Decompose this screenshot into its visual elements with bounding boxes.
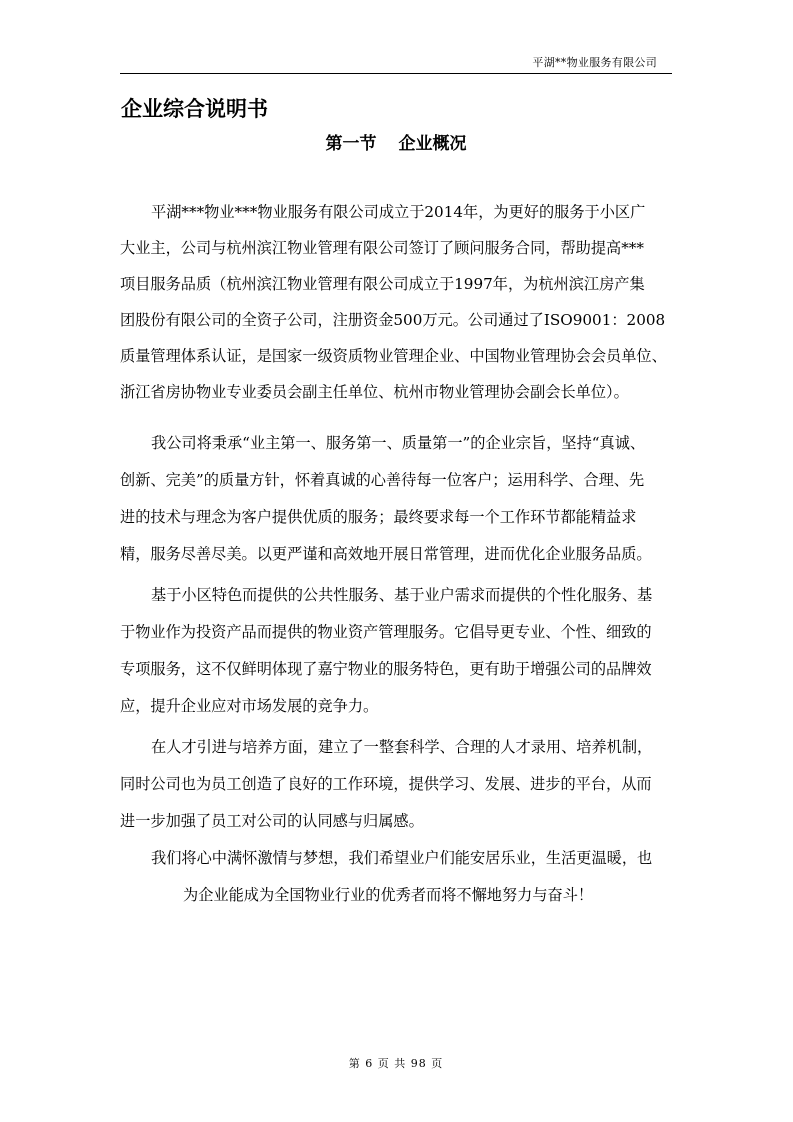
paragraph-5-line-1: 我们将心中满怀激情与梦想，我们希望业户们能安居乐业，生活更温暖，也 <box>151 849 653 867</box>
document-title: 企业综合说明书 <box>121 97 268 121</box>
paragraph-1-line-4: 团股份有限公司的全资子公司，注册资金500万元。公司通过了ISO9001：2008 <box>120 311 666 329</box>
section-number: 第一节 <box>325 134 377 154</box>
paragraph-3-line-2: 于物业作为投资产品而提供的物业资产管理服务。它倡导更专业、个性、细致的 <box>120 623 652 641</box>
paragraph-3-line-3: 专项服务，这不仅鲜明体现了嘉宁物业的服务特色，更有助于增强公司的品牌效 <box>120 660 652 678</box>
section-name: 企业概况 <box>398 134 467 154</box>
paragraph-3-line-1: 基于小区特色而提供的公共性服务、基于业户需求而提供的个性化服务、基 <box>151 586 653 604</box>
paragraph-2-line-3: 进的技术与理念为客户提供优质的服务；最终要求每一个工作环节都能精益求 <box>120 508 637 526</box>
section-title <box>120 133 672 155</box>
header-divider <box>120 73 672 74</box>
paragraph-4-line-1: 在人才引进与培养方面，建立了一整套科学、合理的人才录用、培养机制， <box>151 738 653 756</box>
paragraph-2-line-4: 精，服务尽善尽美。以更严谨和高效地开展日常管理，进而优化企业服务品质。 <box>120 545 652 563</box>
paragraph-3-line-4: 应，提升企业应对市场发展的竞争力。 <box>120 697 379 715</box>
paragraph-4-line-3: 进一步加强了员工对公司的认同感与归属感。 <box>120 812 424 830</box>
paragraph-1-line-6: 浙江省房协物业专业委员会副主任单位、杭州市物业管理协会副会长单位）。 <box>120 383 629 401</box>
paragraph-1-line-2: 大业主，公司与杭州滨江物业管理有限公司签订了顾问服务合同，帮助提高*** <box>120 239 644 257</box>
paragraph-2-line-1: 我公司将秉承“业主第一、服务第一、质量第一”的企业宗旨，坚持“真诚、 <box>151 434 646 452</box>
paragraph-5-line-2: 为企业能成为全国物业行业的优秀者而将不懈地努力与奋斗！ <box>183 886 594 904</box>
paragraph-2-line-2: 创新、完美”的质量方针，怀着真诚的心善待每一位客户；运用科学、合理、先 <box>120 471 645 489</box>
paragraph-1-line-3: 项目服务品质（杭州滨江物业管理有限公司成立于1997年，为杭州滨江房产集 <box>120 275 645 293</box>
page-number: 第 6 页 共 98 页 <box>348 1057 444 1070</box>
header-company-name: 平湖**物业服务有限公司 <box>532 56 657 69</box>
paragraph-4-line-2: 同时公司也为员工创造了良好的工作环境，提供学习、发展、进步的平台，从而 <box>120 775 652 793</box>
paragraph-1-line-5: 质量管理体系认证，是国家一级资质物业管理企业、中国物业管理协会会员单位、 <box>120 347 667 365</box>
paragraph-1-line-1: 平湖***物业***物业服务有限公司成立于2014年，为更好的服务于小区广 <box>151 203 646 221</box>
